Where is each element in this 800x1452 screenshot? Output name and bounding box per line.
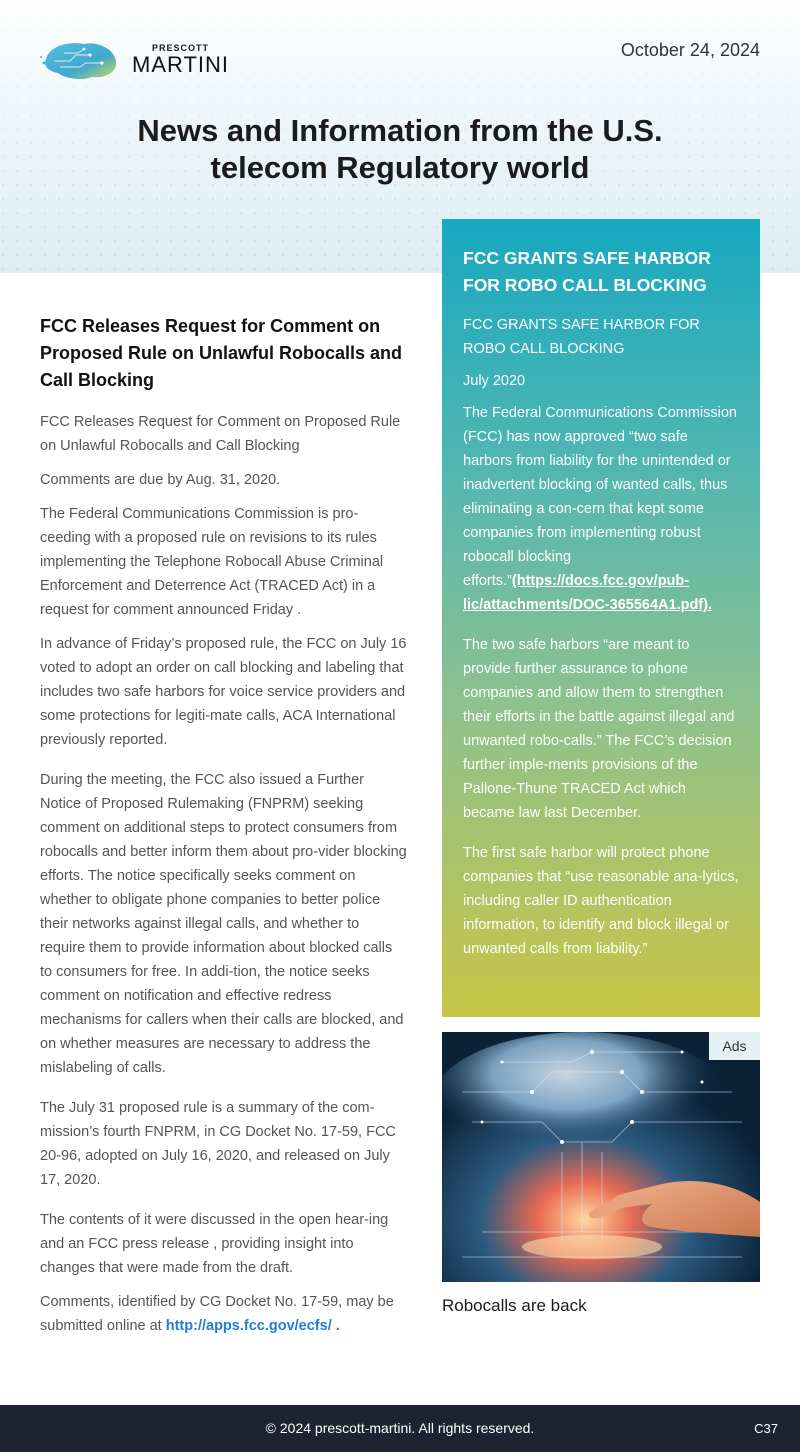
article-paragraph-4: In advance of Friday’s proposed rule, the FCC on July 16 voted to adopt an order on call blocking and labeling that includes two safe harbors for voice service providers and some protections for legiti-mate calls, ACA International previously reported. <box>40 636 407 748</box>
company-logo[interactable] <box>40 38 240 82</box>
article-paragraph-2: Comments are due by Aug. 31, 2020. <box>40 472 281 488</box>
card-title: FCC GRANTS SAFE HARBOR FOR ROBO CALL BLOCKING <box>463 248 711 295</box>
article-paragraph-8-text: Comments, identified by CG Docket No. 17-59, may be submitted online at <box>40 1294 394 1334</box>
ad-banner[interactable] <box>442 1032 760 1282</box>
article-paragraph-5: During the meeting, the FCC also issued a Further Notice of Proposed Rulemaking (FNPRM) seeking comment on additional steps to protect consumers from robocalls and better inform them about pro-vider blocking efforts. The notice specifically seeks comment on whether to obligate phone companies to better police their networks against illegal calls, and whether to require them to provide information about blocked calls to consumers for free. In addi-tion, the notice seeks comment on notification and effective redress mechanisms for callers when their calls are blocked, and on whether measures are necessary to address the mislabeling of calls. <box>40 772 407 1076</box>
headline-line-2: telecom Regulatory world <box>210 150 590 185</box>
ad-caption[interactable]: Robocalls are back <box>442 1296 587 1315</box>
logo-top-text: PRESCOTT <box>152 43 210 53</box>
article-paragraph-1: FCC Releases Request for Comment on Proposed Rule on Unlawful Robocalls and Call Blocking <box>40 414 401 454</box>
article-paragraph-3: The Federal Communications Commission is pro-ceeding with a proposed rule on revisions to its rules implementing the Telephone Robocall Abuse Criminal Enforcement and Deterrence Act (TRACED Act) in a request for comment announced Friday . <box>40 506 384 618</box>
issue-date: October 24, 2024 <box>620 40 760 60</box>
safe-harbor-card <box>442 219 760 1017</box>
main-article <box>40 313 408 1348</box>
article-paragraph-7: The contents of it were discussed in the open hear-ing and an FCC press release , providing insight into changes that were made from the draft. <box>40 1212 389 1276</box>
article-paragraph-8 <box>40 1290 408 1338</box>
brain-circuit-logo-icon <box>40 39 120 81</box>
fcc-document-link[interactable]: (https://docs.fcc.gov/pub-lic/attachments/DOC-365564A1.pdf). <box>463 573 712 613</box>
headline-line-1: News and Information from the U.S. <box>137 113 663 148</box>
card-paragraph-3: The first safe harbor will protect phone companies that “use reasonable ana-lytics, including caller ID authentication information, to identify and block illegal or unwanted calls from liability.” <box>463 845 739 957</box>
ai-hand-circuit-image <box>442 1032 760 1282</box>
footer-copyright: © 2024 prescott-martini. All rights reserved. <box>265 1420 535 1436</box>
card-paragraph-1-text: The Federal Communications Commission (FCC) has now approved “two safe harbors from liability for the unintended or inadvertent blocking of wanted calls, thus eliminating a con-cern that kept some companies from implementing robust robocall blocking efforts.” <box>463 405 737 589</box>
article-title: FCC Releases Request for Comment on Proposed Rule on Unlawful Robocalls and Call Blocking <box>40 316 403 390</box>
footer-code: C37 <box>754 1421 778 1436</box>
page-footer <box>0 1405 800 1452</box>
card-subtitle: FCC GRANTS SAFE HARBOR FOR ROBO CALL BLOCKING <box>463 317 700 357</box>
card-paragraph-2: The two safe harbors “are meant to provide further assurance to phone companies and allow them to strengthen their efforts in the battle against illegal and unwanted robo-calls.” The FCC’s decision further imple-ments provisions of the Pallone-Thune TRACED Act which became law last December. <box>463 637 735 821</box>
ads-badge: Ads <box>709 1032 760 1060</box>
card-paragraph-1 <box>463 401 740 617</box>
page-headline <box>100 112 700 186</box>
article-paragraph-6: The July 31 proposed rule is a summary of the com-mission’s fourth FNPRM, in CG Docket No. 17-59, FCC 20-96, adopted on July 16, 2020, and released on July 17, 2020. <box>40 1100 396 1188</box>
card-date: July 2020 <box>463 373 526 389</box>
logo-wordmark <box>132 44 229 76</box>
logo-main-text: MARTINI <box>132 52 230 77</box>
ecfs-link[interactable]: http://apps.fcc.gov/ecfs/ . <box>165 1318 340 1334</box>
